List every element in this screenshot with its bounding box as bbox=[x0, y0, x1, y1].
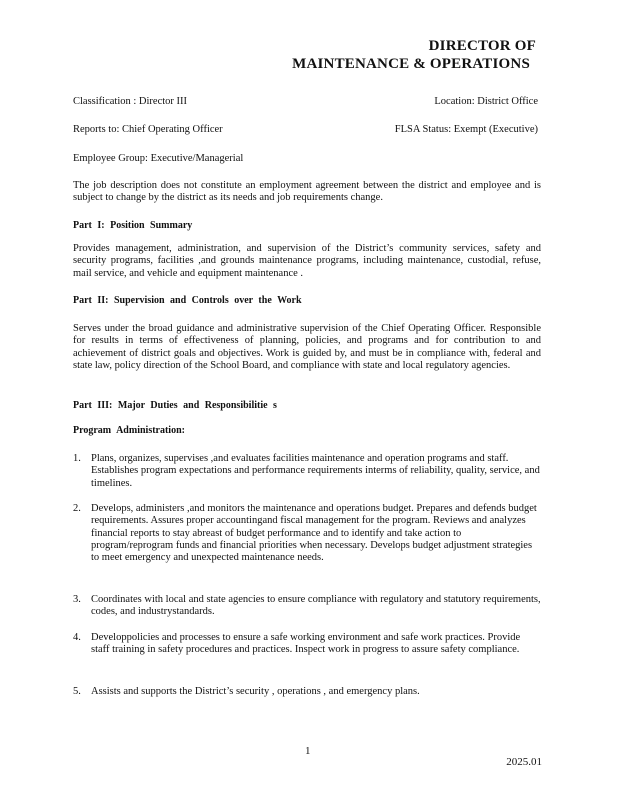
document-title-line1: DIRECTOR OF bbox=[428, 38, 536, 54]
duty-list-item bbox=[73, 686, 541, 698]
list-item-text: Plans, organizes, supervises ,and evaluates facilities maintenance and operation programs and staff. Establishes program expectations and performance requirements interms of reliability, quality, service, and timelines. bbox=[91, 453, 540, 489]
list-item-text: Coordinates with local and state agencies to ensure compliance with regulatory and statutory requirements, codes, and industrystandards. bbox=[91, 594, 541, 618]
list-item-number: 3. bbox=[73, 594, 81, 605]
employee-group-text: Employee Group: Executive/Managerial bbox=[73, 153, 244, 164]
list-item-number: 2. bbox=[73, 503, 81, 514]
list-item-text: Develops, administers ,and monitors the maintenance and operations budget. Prepares and defends budget requirements. Assures proper accountingand fiscal management for the program. Reviews and analyzes financial reports to stay abreast of budget performance and to identify and take action to program/reprogram funds and financial priorities when necessary. Develops budget adjustment strategies to meet emergency and unexpected maintenance needs. bbox=[91, 503, 537, 564]
part3-heading: Part III: Major Duties and Responsibilitie s bbox=[73, 400, 277, 411]
page-number: 1 bbox=[305, 745, 311, 757]
list-item-text: Assists and supports the District’s security , operations , and emergency plans. bbox=[91, 686, 420, 697]
part2-heading: Part II: Supervision and Controls over the Work bbox=[73, 295, 302, 306]
list-item-number: 1. bbox=[73, 453, 81, 464]
location-text: Location: District Office bbox=[434, 96, 538, 107]
part1-paragraph: Provides management, administration, and supervision of the District’s community services, safety and security programs, facilities ,and grounds maintenance programs, including maintenance, custodial, refuse, mail service, and vehicle and equipment maintenance . bbox=[73, 243, 541, 279]
duty-list-item bbox=[73, 503, 541, 564]
document-title-line2: MAINTENANCE & OPERATIONS bbox=[292, 56, 530, 72]
duty-list-item bbox=[73, 632, 541, 657]
list-item-number: 5. bbox=[73, 686, 81, 697]
part1-heading: Part I: Position Summary bbox=[73, 220, 193, 231]
list-item-text: Developpolicies and processes to ensure a safe working environment and safe work practices. Provide staff training in safety procedures and practices. Inspect work in progress to assure safety compliance. bbox=[91, 632, 521, 656]
program-administration-subheading: Program Administration: bbox=[73, 425, 185, 436]
classification-text: Classification : Director III bbox=[73, 96, 188, 107]
duty-list-item bbox=[73, 453, 541, 490]
reports-to-text: Reports to: Chief Operating Officer bbox=[73, 124, 223, 135]
classification-row bbox=[73, 95, 538, 108]
revision-number: 2025.01 bbox=[506, 756, 542, 768]
employee-group-row bbox=[73, 152, 538, 165]
part2-paragraph: Serves under the broad guidance and administrative supervision of the Chief Operating Officer. Responsible for results in terms of effectiveness of planning, policies, and programs and for contribution to and achievement of district goals and objectives. Work is guided by, and must be in compliance with, federal and state law, policy direction of the School Board, and compliance with state and local regulatory agencies. bbox=[73, 323, 541, 371]
flsa-status-text: FLSA Status: Exempt (Executive) bbox=[394, 124, 538, 135]
list-item-number: 4. bbox=[73, 632, 81, 643]
disclaimer-paragraph: The job description does not constitute an employment agreement between the district and employee and is subject to change by the district as its needs and job requirements change. bbox=[73, 180, 541, 204]
reports-row bbox=[73, 123, 538, 136]
duty-list-item bbox=[73, 594, 541, 619]
